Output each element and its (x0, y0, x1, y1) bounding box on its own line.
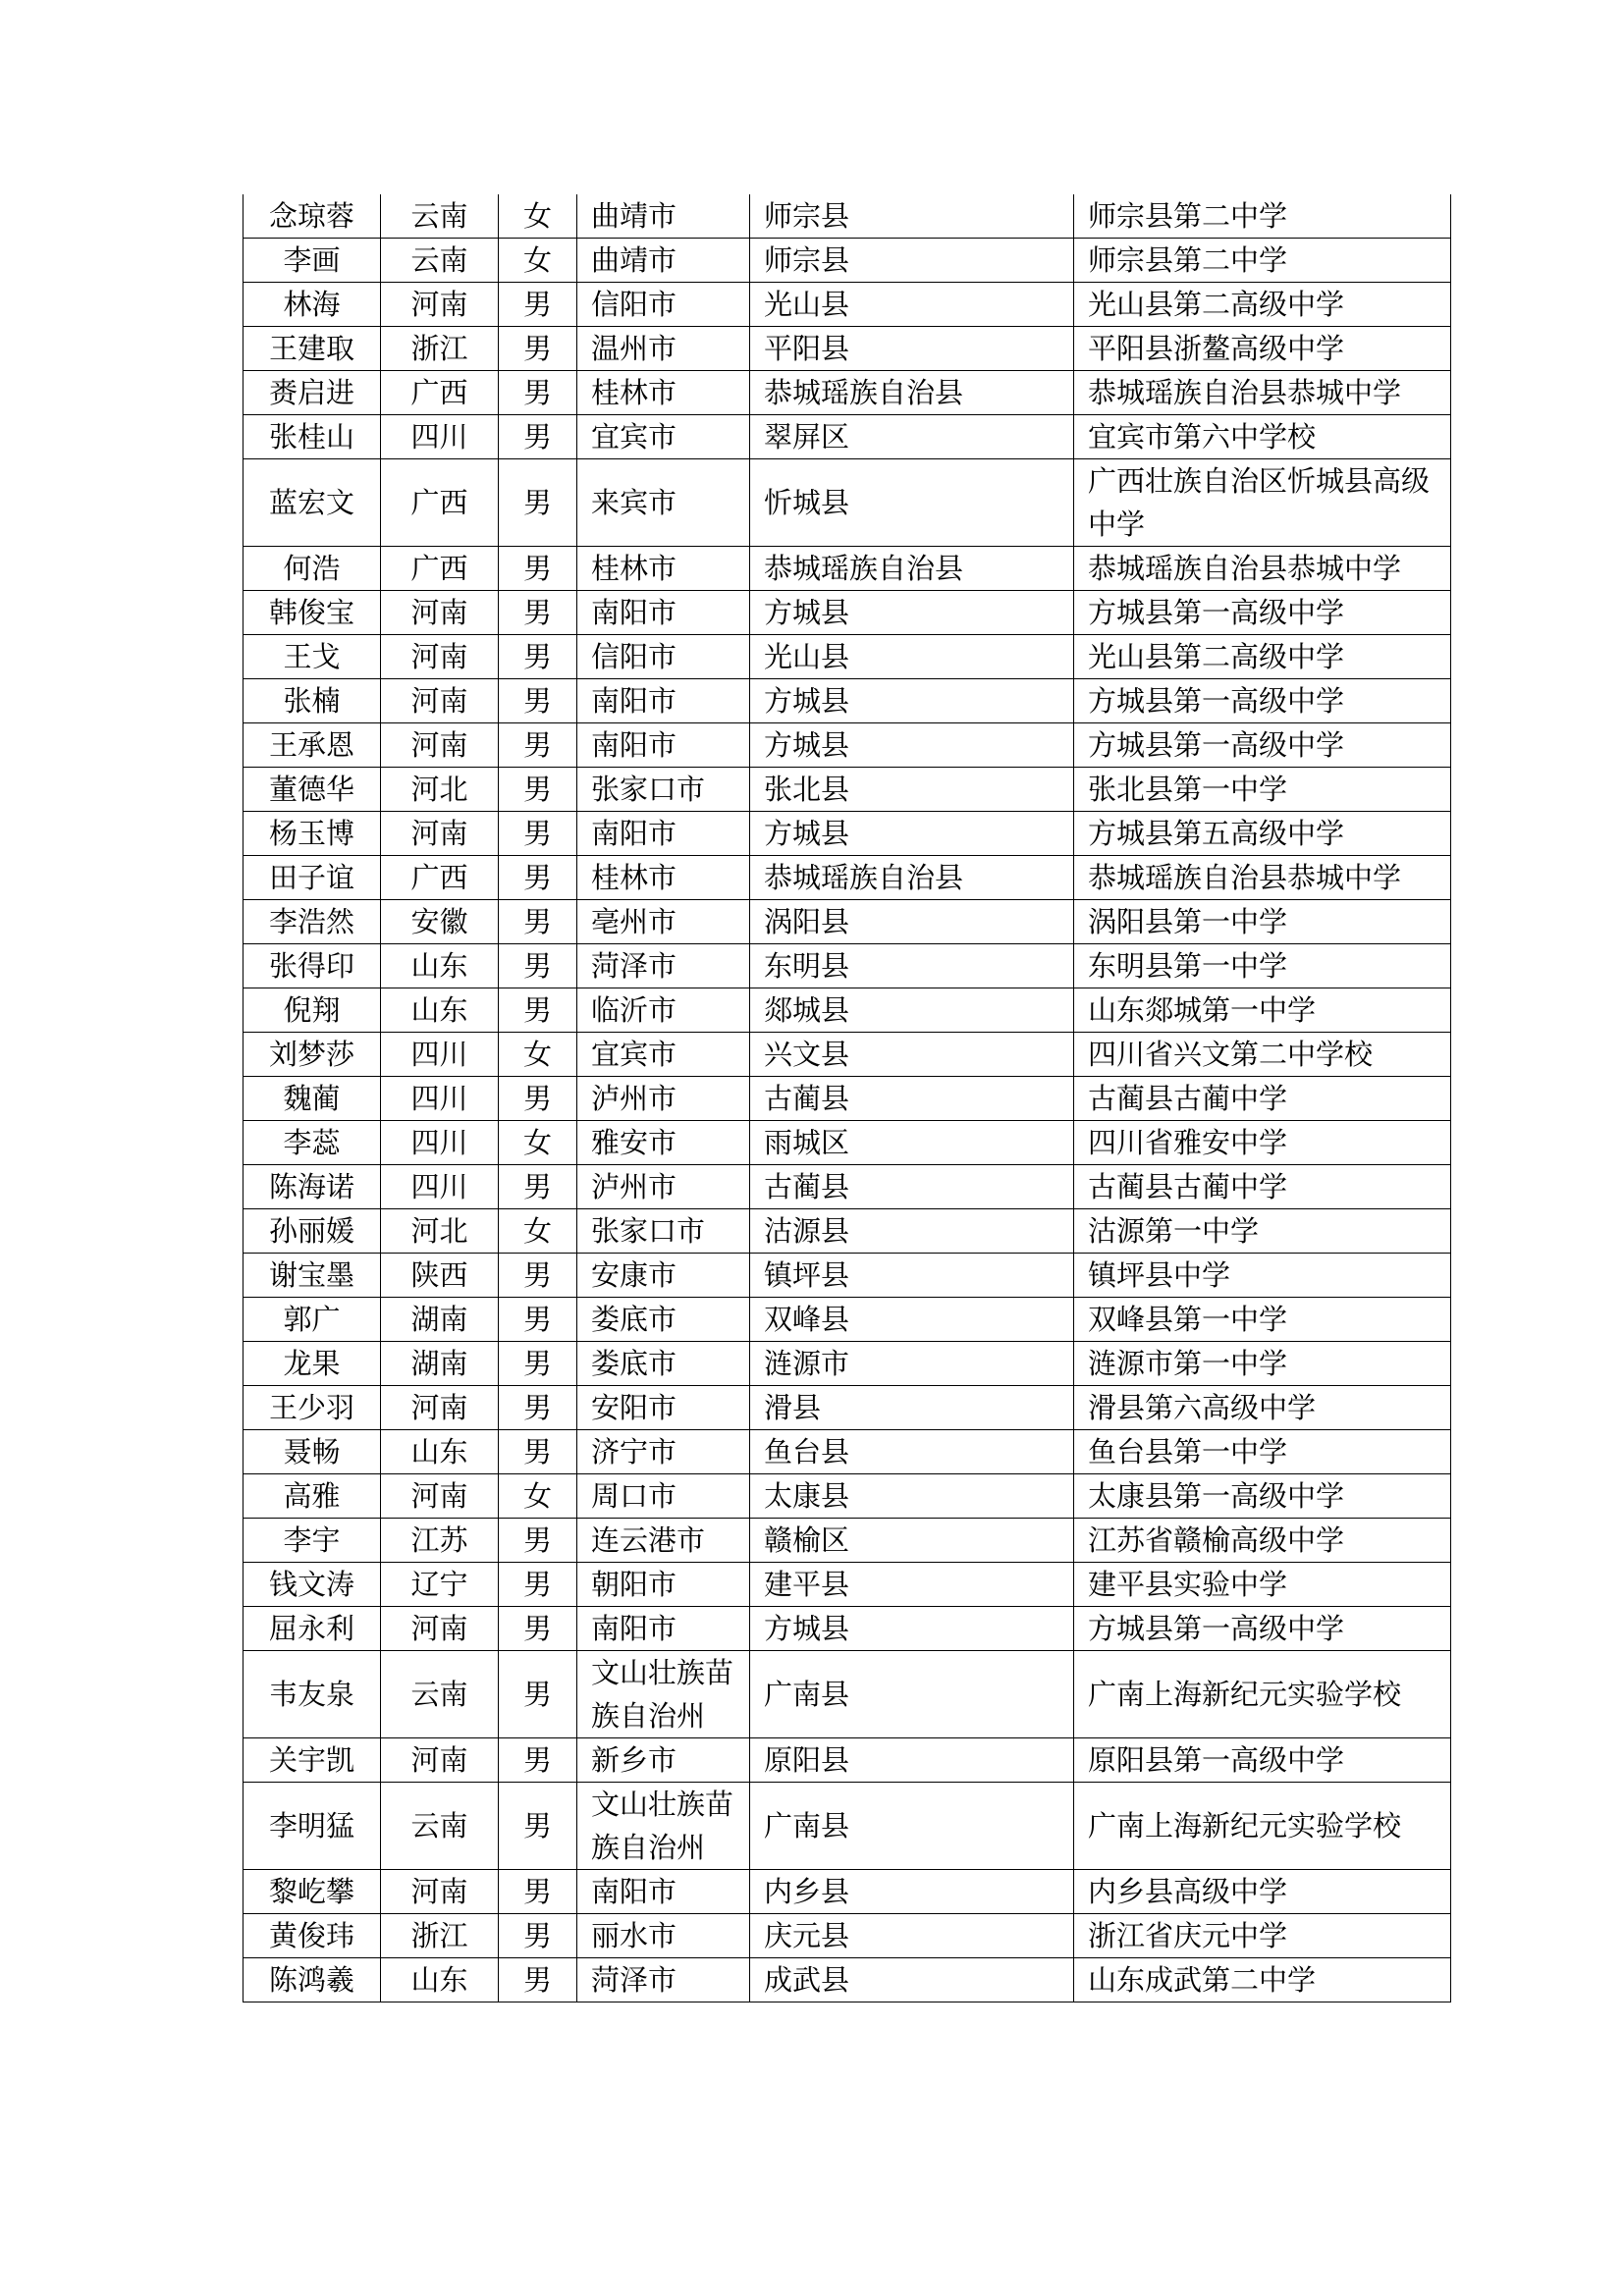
name-cell: 郭广 (244, 1298, 381, 1342)
province-cell: 四川 (381, 1165, 499, 1209)
name-cell: 张得印 (244, 944, 381, 988)
province-cell: 四川 (381, 1077, 499, 1121)
province-cell: 云南 (381, 1783, 499, 1870)
province-cell: 湖南 (381, 1298, 499, 1342)
province-cell: 江苏 (381, 1519, 499, 1563)
table-row (244, 283, 1451, 327)
name-cell: 刘梦莎 (244, 1033, 381, 1077)
province-cell: 广西 (381, 371, 499, 415)
county-cell: 恭城瑶族自治县 (750, 856, 1074, 900)
province-cell: 山东 (381, 944, 499, 988)
city-cell: 南阳市 (577, 812, 750, 856)
school-cell: 师宗县第二中学 (1074, 239, 1451, 283)
province-cell: 河南 (381, 1607, 499, 1651)
table-row (244, 1870, 1451, 1914)
province-cell: 河南 (381, 723, 499, 768)
county-cell: 涡阳县 (750, 900, 1074, 944)
county-cell: 原阳县 (750, 1738, 1074, 1783)
province-cell: 湖南 (381, 1342, 499, 1386)
county-cell: 方城县 (750, 723, 1074, 768)
table-row (244, 547, 1451, 591)
school-cell: 古蔺县古蔺中学 (1074, 1077, 1451, 1121)
city-cell: 信阳市 (577, 283, 750, 327)
county-cell: 沽源县 (750, 1209, 1074, 1254)
city-cell: 济宁市 (577, 1430, 750, 1474)
province-cell: 河南 (381, 1386, 499, 1430)
table-row (244, 768, 1451, 812)
province-cell: 四川 (381, 415, 499, 459)
gender-cell: 男 (499, 547, 577, 591)
table-row (244, 944, 1451, 988)
name-cell: 魏蔺 (244, 1077, 381, 1121)
city-cell: 温州市 (577, 327, 750, 371)
city-cell: 南阳市 (577, 723, 750, 768)
city-cell: 泸州市 (577, 1165, 750, 1209)
county-cell: 建平县 (750, 1563, 1074, 1607)
table-row (244, 635, 1451, 679)
name-cell: 李明猛 (244, 1783, 381, 1870)
province-cell: 广西 (381, 856, 499, 900)
province-cell: 山东 (381, 1958, 499, 2002)
county-cell: 太康县 (750, 1474, 1074, 1519)
gender-cell: 男 (499, 1783, 577, 1870)
gender-cell: 男 (499, 591, 577, 635)
gender-cell: 男 (499, 944, 577, 988)
gender-cell: 女 (499, 1033, 577, 1077)
province-cell: 河北 (381, 768, 499, 812)
county-cell: 庆元县 (750, 1914, 1074, 1958)
gender-cell: 男 (499, 1738, 577, 1783)
county-cell: 滑县 (750, 1386, 1074, 1430)
gender-cell: 男 (499, 1563, 577, 1607)
table-row (244, 1430, 1451, 1474)
school-cell: 光山县第二高级中学 (1074, 635, 1451, 679)
table-row (244, 1563, 1451, 1607)
table-row (244, 1298, 1451, 1342)
name-cell: 孙丽媛 (244, 1209, 381, 1254)
city-cell: 菏泽市 (577, 944, 750, 988)
table-row (244, 723, 1451, 768)
table-row (244, 1738, 1451, 1783)
county-cell: 东明县 (750, 944, 1074, 988)
name-cell: 李浩然 (244, 900, 381, 944)
city-cell: 桂林市 (577, 371, 750, 415)
city-cell: 桂林市 (577, 547, 750, 591)
province-cell: 山东 (381, 988, 499, 1033)
province-cell: 河南 (381, 283, 499, 327)
gender-cell: 男 (499, 1165, 577, 1209)
county-cell: 古蔺县 (750, 1077, 1074, 1121)
gender-cell: 男 (499, 1430, 577, 1474)
city-cell: 来宾市 (577, 459, 750, 547)
city-cell: 桂林市 (577, 856, 750, 900)
province-cell: 四川 (381, 1121, 499, 1165)
table-row (244, 1077, 1451, 1121)
table-row (244, 1958, 1451, 2002)
city-cell: 张家口市 (577, 1209, 750, 1254)
county-cell: 赣榆区 (750, 1519, 1074, 1563)
gender-cell: 男 (499, 1870, 577, 1914)
name-cell: 龙果 (244, 1342, 381, 1386)
county-cell: 古蔺县 (750, 1165, 1074, 1209)
table-row (244, 1165, 1451, 1209)
table-row (244, 194, 1451, 239)
school-cell: 建平县实验中学 (1074, 1563, 1451, 1607)
province-cell: 四川 (381, 1033, 499, 1077)
county-cell: 广南县 (750, 1651, 1074, 1738)
name-cell: 王少羽 (244, 1386, 381, 1430)
county-cell: 郯城县 (750, 988, 1074, 1033)
school-cell: 四川省兴文第二中学校 (1074, 1033, 1451, 1077)
name-cell: 屈永利 (244, 1607, 381, 1651)
name-cell: 念琼蓉 (244, 194, 381, 239)
table-row (244, 1033, 1451, 1077)
name-cell: 钱文涛 (244, 1563, 381, 1607)
county-cell: 方城县 (750, 812, 1074, 856)
table-row (244, 415, 1451, 459)
city-cell: 菏泽市 (577, 1958, 750, 2002)
city-cell: 安阳市 (577, 1386, 750, 1430)
gender-cell: 男 (499, 1914, 577, 1958)
school-cell: 东明县第一中学 (1074, 944, 1451, 988)
school-cell: 光山县第二高级中学 (1074, 283, 1451, 327)
school-cell: 广西壮族自治区忻城县高级中学 (1074, 459, 1451, 547)
gender-cell: 男 (499, 723, 577, 768)
gender-cell: 男 (499, 856, 577, 900)
school-cell: 鱼台县第一中学 (1074, 1430, 1451, 1474)
city-cell: 曲靖市 (577, 239, 750, 283)
school-cell: 太康县第一高级中学 (1074, 1474, 1451, 1519)
table-row (244, 812, 1451, 856)
city-cell: 泸州市 (577, 1077, 750, 1121)
name-cell: 王承恩 (244, 723, 381, 768)
gender-cell: 男 (499, 679, 577, 723)
province-cell: 河南 (381, 635, 499, 679)
province-cell: 辽宁 (381, 1563, 499, 1607)
name-cell: 倪翔 (244, 988, 381, 1033)
table-row (244, 900, 1451, 944)
city-cell: 南阳市 (577, 1607, 750, 1651)
city-cell: 雅安市 (577, 1121, 750, 1165)
gender-cell: 男 (499, 1607, 577, 1651)
county-cell: 光山县 (750, 635, 1074, 679)
name-cell: 聂畅 (244, 1430, 381, 1474)
city-cell: 信阳市 (577, 635, 750, 679)
province-cell: 河南 (381, 679, 499, 723)
student-table (243, 194, 1451, 2002)
province-cell: 山东 (381, 1430, 499, 1474)
gender-cell: 男 (499, 415, 577, 459)
gender-cell: 女 (499, 194, 577, 239)
gender-cell: 男 (499, 327, 577, 371)
name-cell: 杨玉博 (244, 812, 381, 856)
gender-cell: 男 (499, 1077, 577, 1121)
gender-cell: 男 (499, 812, 577, 856)
city-cell: 南阳市 (577, 1870, 750, 1914)
name-cell: 陈鸿羲 (244, 1958, 381, 2002)
county-cell: 兴文县 (750, 1033, 1074, 1077)
province-cell: 云南 (381, 1651, 499, 1738)
name-cell: 黎屹攀 (244, 1870, 381, 1914)
school-cell: 方城县第一高级中学 (1074, 679, 1451, 723)
gender-cell: 男 (499, 1519, 577, 1563)
gender-cell: 女 (499, 1474, 577, 1519)
county-cell: 广南县 (750, 1783, 1074, 1870)
gender-cell: 男 (499, 1651, 577, 1738)
school-cell: 恭城瑶族自治县恭城中学 (1074, 856, 1451, 900)
province-cell: 云南 (381, 239, 499, 283)
gender-cell: 男 (499, 371, 577, 415)
county-cell: 涟源市 (750, 1342, 1074, 1386)
county-cell: 鱼台县 (750, 1430, 1074, 1474)
county-cell: 双峰县 (750, 1298, 1074, 1342)
table-row (244, 1783, 1451, 1870)
gender-cell: 男 (499, 900, 577, 944)
province-cell: 河南 (381, 1870, 499, 1914)
county-cell: 师宗县 (750, 239, 1074, 283)
city-cell: 临沂市 (577, 988, 750, 1033)
province-cell: 广西 (381, 459, 499, 547)
student-table-body (244, 194, 1451, 2002)
gender-cell: 女 (499, 1209, 577, 1254)
name-cell: 赉启进 (244, 371, 381, 415)
name-cell: 王戈 (244, 635, 381, 679)
county-cell: 光山县 (750, 283, 1074, 327)
county-cell: 翠屏区 (750, 415, 1074, 459)
gender-cell: 男 (499, 635, 577, 679)
province-cell: 广西 (381, 547, 499, 591)
gender-cell: 女 (499, 1121, 577, 1165)
city-cell: 张家口市 (577, 768, 750, 812)
name-cell: 李蕊 (244, 1121, 381, 1165)
city-cell: 丽水市 (577, 1914, 750, 1958)
school-cell: 方城县第五高级中学 (1074, 812, 1451, 856)
school-cell: 山东郯城第一中学 (1074, 988, 1451, 1033)
city-cell: 文山壮族苗族自治州 (577, 1783, 750, 1870)
city-cell: 文山壮族苗族自治州 (577, 1651, 750, 1738)
school-cell: 镇坪县中学 (1074, 1254, 1451, 1298)
table-row (244, 459, 1451, 547)
county-cell: 方城县 (750, 679, 1074, 723)
table-row (244, 1386, 1451, 1430)
county-cell: 雨城区 (750, 1121, 1074, 1165)
name-cell: 林海 (244, 283, 381, 327)
table-row (244, 327, 1451, 371)
table-row (244, 1342, 1451, 1386)
table-row (244, 1914, 1451, 1958)
county-cell: 张北县 (750, 768, 1074, 812)
county-cell: 忻城县 (750, 459, 1074, 547)
province-cell: 河南 (381, 591, 499, 635)
name-cell: 蓝宏文 (244, 459, 381, 547)
gender-cell: 男 (499, 1342, 577, 1386)
name-cell: 何浩 (244, 547, 381, 591)
name-cell: 王建取 (244, 327, 381, 371)
table-row (244, 371, 1451, 415)
name-cell: 关宇凯 (244, 1738, 381, 1783)
name-cell: 黄俊玮 (244, 1914, 381, 1958)
gender-cell: 男 (499, 1254, 577, 1298)
table-row (244, 1209, 1451, 1254)
school-cell: 山东成武第二中学 (1074, 1958, 1451, 2002)
county-cell: 方城县 (750, 591, 1074, 635)
gender-cell: 男 (499, 283, 577, 327)
county-cell: 内乡县 (750, 1870, 1074, 1914)
school-cell: 浙江省庆元中学 (1074, 1914, 1451, 1958)
gender-cell: 男 (499, 459, 577, 547)
school-cell: 恭城瑶族自治县恭城中学 (1074, 547, 1451, 591)
province-cell: 浙江 (381, 327, 499, 371)
school-cell: 涟源市第一中学 (1074, 1342, 1451, 1386)
name-cell: 张桂山 (244, 415, 381, 459)
table-row (244, 679, 1451, 723)
table-row (244, 856, 1451, 900)
school-cell: 宜宾市第六中学校 (1074, 415, 1451, 459)
county-cell: 镇坪县 (750, 1254, 1074, 1298)
table-row (244, 1474, 1451, 1519)
school-cell: 平阳县浙鳌高级中学 (1074, 327, 1451, 371)
name-cell: 韦友泉 (244, 1651, 381, 1738)
school-cell: 原阳县第一高级中学 (1074, 1738, 1451, 1783)
name-cell: 张楠 (244, 679, 381, 723)
school-cell: 江苏省赣榆高级中学 (1074, 1519, 1451, 1563)
county-cell: 恭城瑶族自治县 (750, 371, 1074, 415)
city-cell: 南阳市 (577, 591, 750, 635)
province-cell: 河南 (381, 1474, 499, 1519)
school-cell: 双峰县第一中学 (1074, 1298, 1451, 1342)
school-cell: 广南上海新纪元实验学校 (1074, 1651, 1451, 1738)
county-cell: 方城县 (750, 1607, 1074, 1651)
province-cell: 浙江 (381, 1914, 499, 1958)
table-row (244, 1607, 1451, 1651)
school-cell: 四川省雅安中学 (1074, 1121, 1451, 1165)
name-cell: 高雅 (244, 1474, 381, 1519)
school-cell: 古蔺县古蔺中学 (1074, 1165, 1451, 1209)
province-cell: 安徽 (381, 900, 499, 944)
table-row (244, 1651, 1451, 1738)
province-cell: 陕西 (381, 1254, 499, 1298)
school-cell: 滑县第六高级中学 (1074, 1386, 1451, 1430)
city-cell: 安康市 (577, 1254, 750, 1298)
school-cell: 广南上海新纪元实验学校 (1074, 1783, 1451, 1870)
city-cell: 周口市 (577, 1474, 750, 1519)
gender-cell: 男 (499, 1386, 577, 1430)
school-cell: 方城县第一高级中学 (1074, 1607, 1451, 1651)
province-cell: 河北 (381, 1209, 499, 1254)
city-cell: 曲靖市 (577, 194, 750, 239)
gender-cell: 男 (499, 768, 577, 812)
name-cell: 李画 (244, 239, 381, 283)
name-cell: 陈海诺 (244, 1165, 381, 1209)
school-cell: 内乡县高级中学 (1074, 1870, 1451, 1914)
table-row (244, 1254, 1451, 1298)
table-row (244, 1519, 1451, 1563)
city-cell: 宜宾市 (577, 415, 750, 459)
county-cell: 恭城瑶族自治县 (750, 547, 1074, 591)
school-cell: 师宗县第二中学 (1074, 194, 1451, 239)
table-row (244, 1121, 1451, 1165)
gender-cell: 男 (499, 988, 577, 1033)
table-row (244, 988, 1451, 1033)
city-cell: 南阳市 (577, 679, 750, 723)
province-cell: 云南 (381, 194, 499, 239)
gender-cell: 男 (499, 1298, 577, 1342)
name-cell: 韩俊宝 (244, 591, 381, 635)
province-cell: 河南 (381, 812, 499, 856)
county-cell: 成武县 (750, 1958, 1074, 2002)
province-cell: 河南 (381, 1738, 499, 1783)
school-cell: 方城县第一高级中学 (1074, 723, 1451, 768)
table-row (244, 591, 1451, 635)
gender-cell: 男 (499, 1958, 577, 2002)
name-cell: 李宇 (244, 1519, 381, 1563)
name-cell: 田子谊 (244, 856, 381, 900)
city-cell: 宜宾市 (577, 1033, 750, 1077)
table-row (244, 239, 1451, 283)
city-cell: 亳州市 (577, 900, 750, 944)
city-cell: 朝阳市 (577, 1563, 750, 1607)
name-cell: 谢宝墨 (244, 1254, 381, 1298)
county-cell: 师宗县 (750, 194, 1074, 239)
name-cell: 董德华 (244, 768, 381, 812)
school-cell: 涡阳县第一中学 (1074, 900, 1451, 944)
city-cell: 娄底市 (577, 1342, 750, 1386)
county-cell: 平阳县 (750, 327, 1074, 371)
city-cell: 娄底市 (577, 1298, 750, 1342)
school-cell: 恭城瑶族自治县恭城中学 (1074, 371, 1451, 415)
city-cell: 连云港市 (577, 1519, 750, 1563)
city-cell: 新乡市 (577, 1738, 750, 1783)
school-cell: 方城县第一高级中学 (1074, 591, 1451, 635)
school-cell: 张北县第一中学 (1074, 768, 1451, 812)
gender-cell: 女 (499, 239, 577, 283)
school-cell: 沽源第一中学 (1074, 1209, 1451, 1254)
